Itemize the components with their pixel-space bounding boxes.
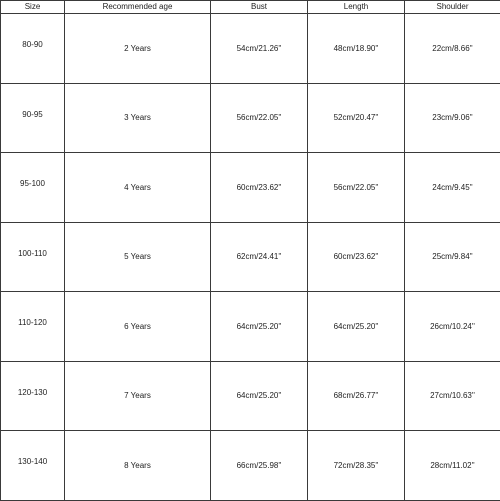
- cell-length: 48cm/18.90'': [308, 14, 405, 84]
- cell-shoulder: 26cm/10.24'': [405, 292, 500, 362]
- table-row: [1, 222, 500, 292]
- cell-size: 95-100: [1, 153, 65, 223]
- header-row: [1, 1, 500, 14]
- cell-bust: 62cm/24.41'': [211, 222, 308, 292]
- table-row: [1, 153, 500, 223]
- cell-recommended-age: 7 Years: [65, 361, 211, 431]
- cell-bust: 66cm/25.98'': [211, 431, 308, 501]
- header-length: Length: [308, 1, 405, 14]
- cell-recommended-age: 8 Years: [65, 431, 211, 501]
- cell-size: 120-130: [1, 361, 65, 431]
- cell-shoulder: 28cm/11.02'': [405, 431, 500, 501]
- cell-bust: 54cm/21.26'': [211, 14, 308, 84]
- cell-recommended-age: 5 Years: [65, 222, 211, 292]
- table-row: [1, 14, 500, 84]
- cell-size: 80-90: [1, 14, 65, 84]
- cell-bust: 60cm/23.62'': [211, 153, 308, 223]
- header-bust: Bust: [211, 1, 308, 14]
- cell-length: 60cm/23.62'': [308, 222, 405, 292]
- cell-shoulder: 22cm/8.66'': [405, 14, 500, 84]
- header-size: Size: [1, 1, 65, 14]
- cell-length: 72cm/28.35'': [308, 431, 405, 501]
- cell-length: 56cm/22.05'': [308, 153, 405, 223]
- cell-shoulder: 25cm/9.84'': [405, 222, 500, 292]
- cell-recommended-age: 4 Years: [65, 153, 211, 223]
- header-shoulder: Shoulder: [405, 1, 500, 14]
- cell-recommended-age: 2 Years: [65, 14, 211, 84]
- cell-bust: 64cm/25.20'': [211, 361, 308, 431]
- cell-recommended-age: 3 Years: [65, 83, 211, 153]
- table-row: [1, 361, 500, 431]
- table-row: [1, 83, 500, 153]
- cell-size: 100-110: [1, 222, 65, 292]
- cell-shoulder: 24cm/9.45'': [405, 153, 500, 223]
- table-row: [1, 292, 500, 362]
- cell-bust: 64cm/25.20'': [211, 292, 308, 362]
- cell-recommended-age: 6 Years: [65, 292, 211, 362]
- cell-bust: 56cm/22.05'': [211, 83, 308, 153]
- cell-length: 64cm/25.20'': [308, 292, 405, 362]
- table-row: [1, 431, 500, 501]
- cell-length: 52cm/20.47'': [308, 83, 405, 153]
- cell-length: 68cm/26.77'': [308, 361, 405, 431]
- cell-shoulder: 27cm/10.63'': [405, 361, 500, 431]
- cell-shoulder: 23cm/9.06'': [405, 83, 500, 153]
- cell-size: 90-95: [1, 83, 65, 153]
- cell-size: 110-120: [1, 292, 65, 362]
- cell-size: 130-140: [1, 431, 65, 501]
- header-recommended-age: Recommended age: [65, 1, 211, 14]
